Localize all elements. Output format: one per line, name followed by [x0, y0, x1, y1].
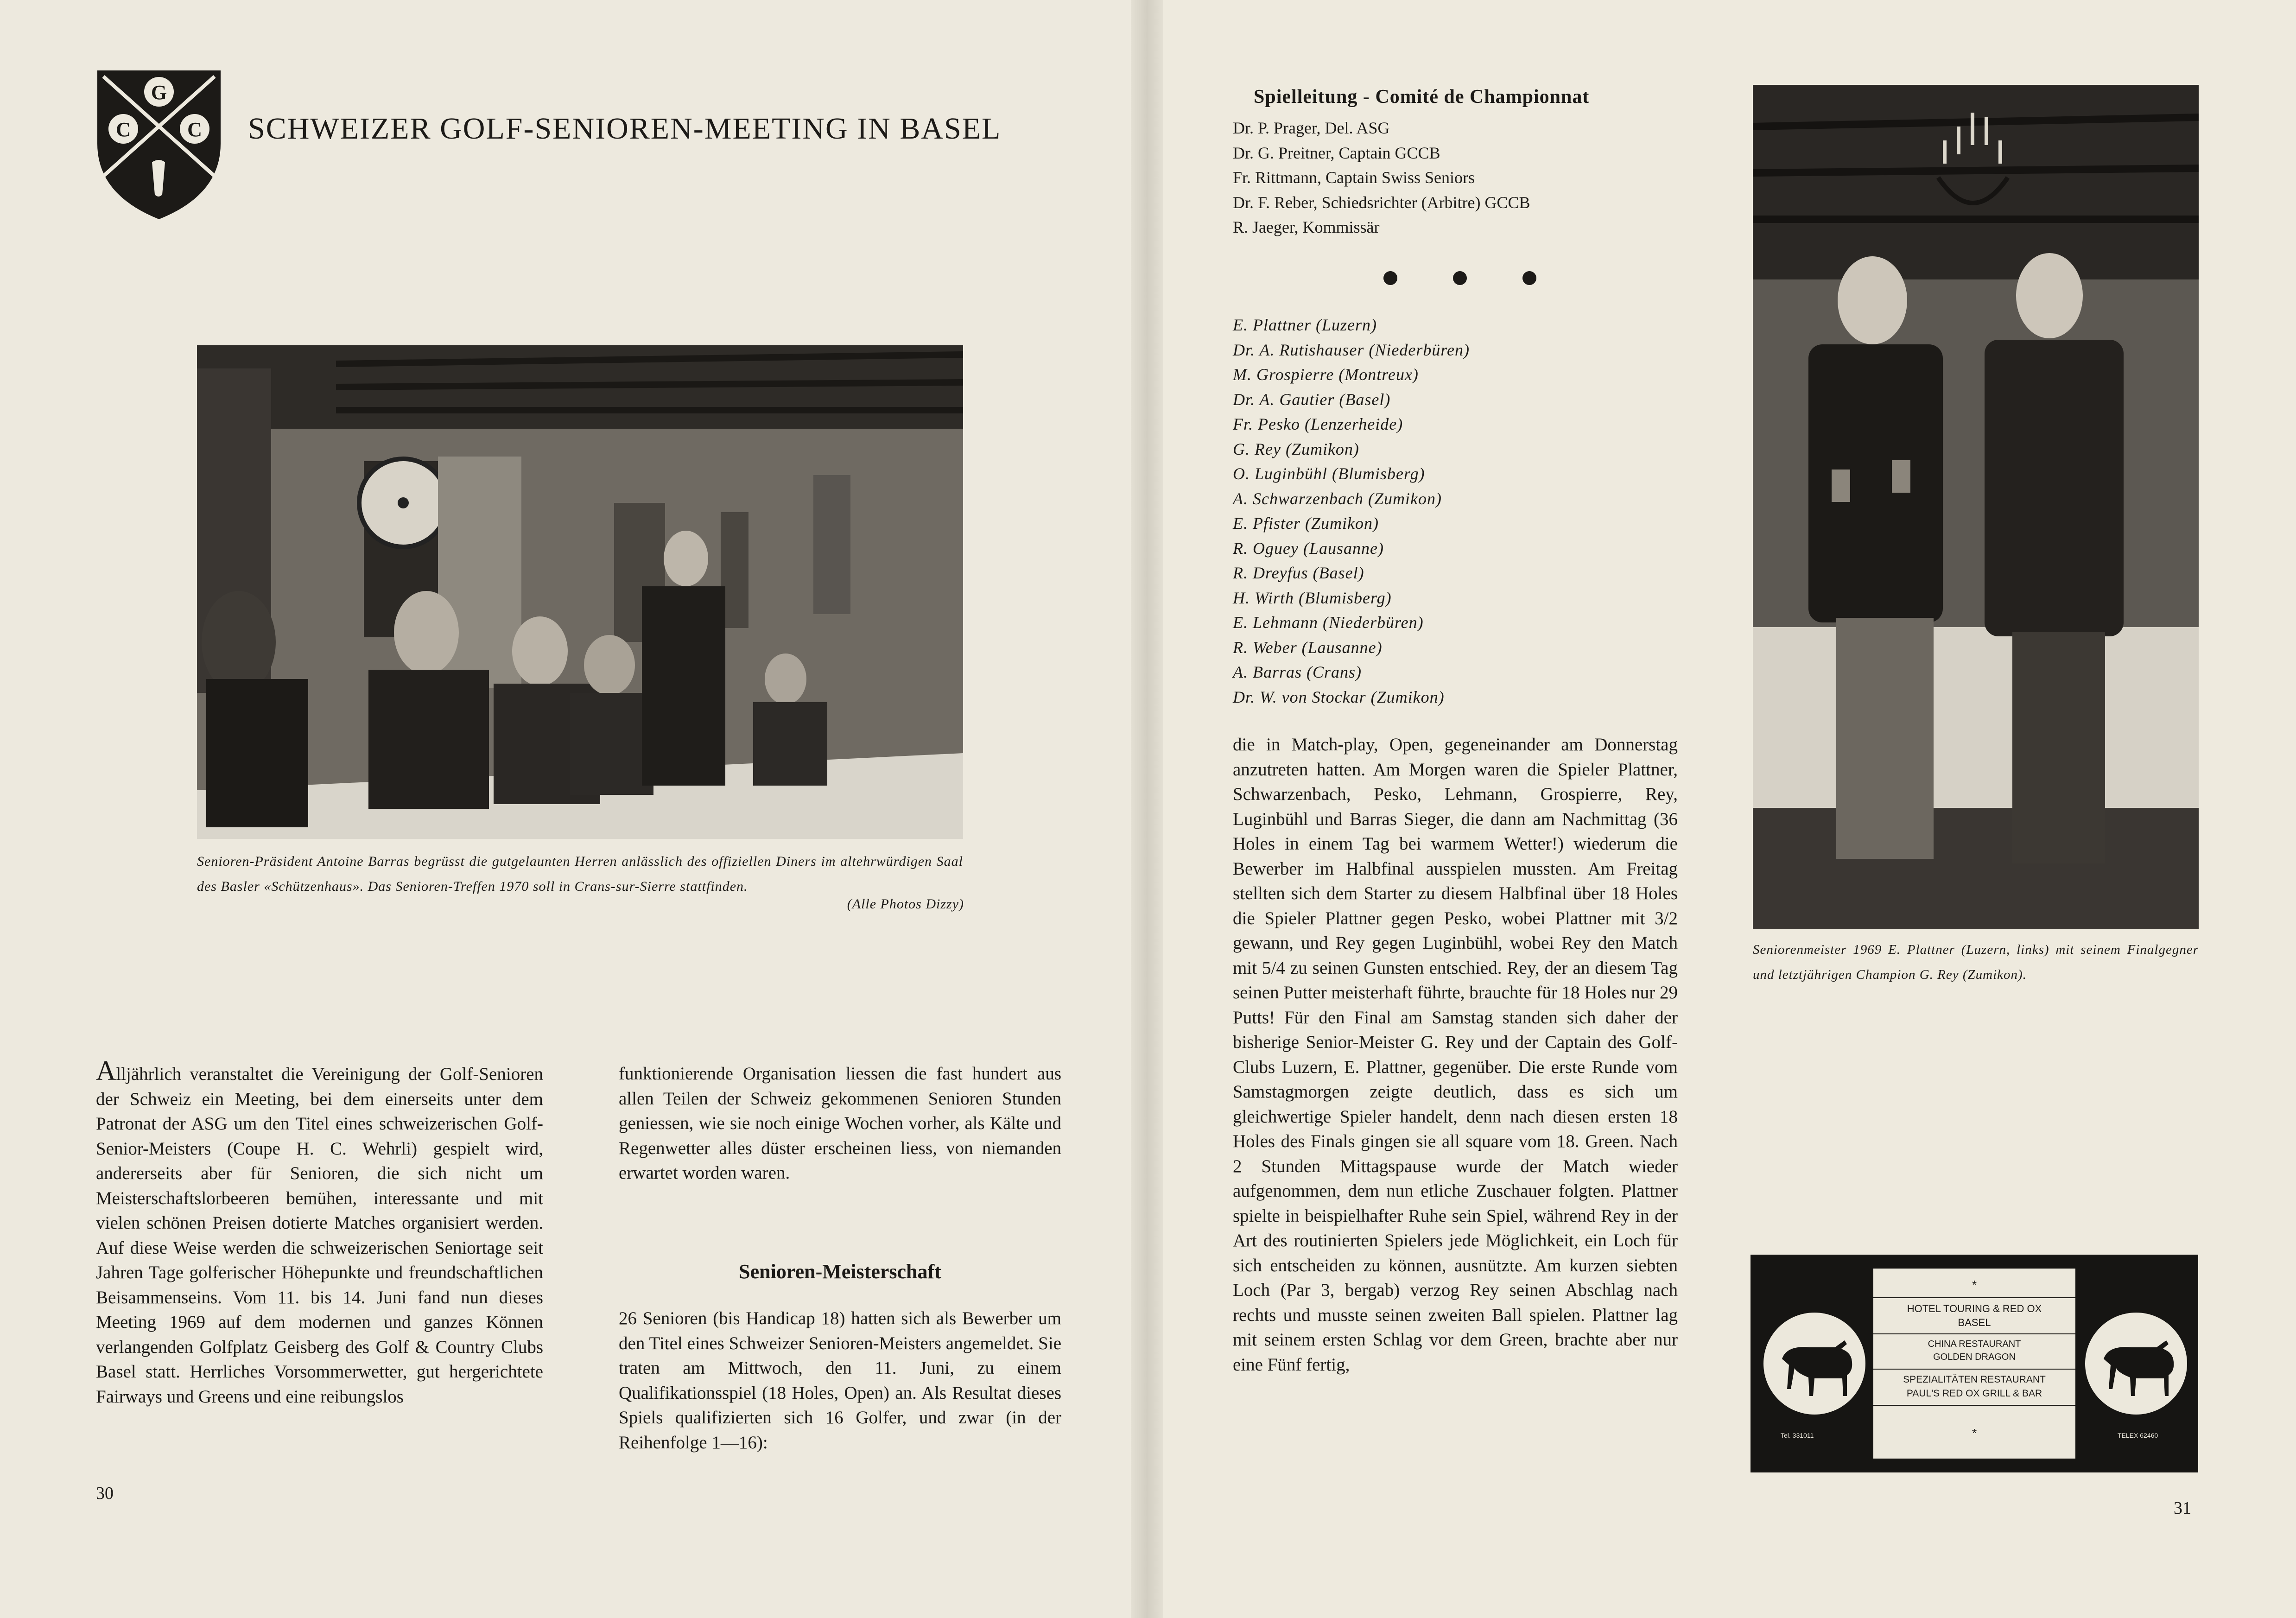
photo-credit: (Alle Photos Dizzy) — [847, 896, 964, 912]
page-number-left: 30 — [96, 1484, 114, 1503]
ox-icon — [2085, 1313, 2187, 1415]
ad-line-6: PAUL'S RED OX GRILL & BAR — [1906, 1388, 2042, 1399]
ad-rule — [1873, 1405, 2075, 1406]
section-subhead: Senioren-Meisterschaft — [739, 1260, 941, 1283]
player-entry: R. Oguey (Lausanne) — [1233, 539, 1384, 558]
ad-star-top: * — [1972, 1278, 1977, 1292]
player-entry: H. Wirth (Blumisberg) — [1233, 588, 1392, 607]
bullet-dot-icon — [1383, 271, 1397, 285]
crest-letter-c2: C — [187, 118, 202, 141]
ox-emblem-left — [1763, 1313, 1865, 1415]
committee-title: Spielleitung - Comité de Championnat — [1254, 86, 1590, 108]
col2-text-a: funktionierende Organisation liessen die fast hundert aus allen Teilen der Schweiz gekommenen Senioren Stunden geniessen, wie sie noch einige Wochen vorher, als Kälte und Regenwetter alles düster erscheinen liess, von niemanden erwartet worden waren. — [619, 1064, 1061, 1183]
ad-rule — [1873, 1333, 2075, 1334]
player-entry: G. Rey (Zumikon) — [1233, 439, 1359, 458]
page-number-right: 31 — [2174, 1498, 2191, 1518]
player-entry: O. Luginbühl (Blumisberg) — [1233, 464, 1425, 483]
player-entry: E. Lehmann (Niederbüren) — [1233, 613, 1424, 632]
ad-line-1: HOTEL TOURING & RED OX — [1907, 1303, 2042, 1314]
player-entry: Dr. A. Gautier (Basel) — [1233, 390, 1391, 409]
article-title: SCHWEIZER GOLF-SENIOREN-MEETING IN BASEL — [248, 112, 1002, 146]
article-column-2 — [619, 1061, 1061, 1186]
hotel-advertisement — [1751, 1255, 2198, 1472]
player-entry: Fr. Pesko (Lenzerheide) — [1233, 415, 1403, 433]
ad-line-5: SPEZIALITÄTEN RESTAURANT — [1903, 1374, 2046, 1385]
ad-text-panel — [1873, 1269, 2075, 1459]
ad-line-3: CHINA RESTAURANT — [1928, 1339, 2021, 1349]
champions-photo — [1753, 85, 2199, 929]
crest-letter-g: G — [151, 81, 167, 104]
dinner-photo — [197, 345, 963, 839]
player-entry: R. Weber (Lausanne) — [1233, 638, 1383, 657]
committee-member: Dr. G. Preitner, Captain GCCB — [1233, 143, 1440, 162]
player-entry: Dr. A. Rutishauser (Niederbüren) — [1233, 340, 1470, 359]
gcc-crest-logo — [96, 70, 222, 220]
ox-icon — [1763, 1313, 1865, 1415]
caption-text: Senioren-Präsident Antoine Barras begrüsst die gutgelaunten Herren anlässlich des offiziellen Diners im altehrwürdigen Saal des Basler «Schützenhaus». Das Senioren-Treffen 1970 soll in Crans-sur-Sierre stattfinden. — [197, 854, 963, 894]
player-entry: R. Dreyfus (Basel) — [1233, 564, 1364, 582]
col3-text: die in Match-play, Open, gegeneinander am Donnerstag anzutreten hatten. Am Morgen waren die Spieler Plattner, Schwarzenbach, Pesko, Lehmann, Grospierre, Rey, Luginbühl und Barras Sieger, die dann am Nachmittag (36 Holes in einem Tag bei warmem Wetter!) wiederum die Bewerber im Halbfinal ausspielen mussten. Am Freitag stellten sich dem Starter zu diesem Halbfinal über 18 Holes die Spieler Plattner gegen Pesko, wobei Plattner mit 3/2 gewann, und Rey gegen Luginbühl, wobei Rey den Match mit 5/4 zu seinen Gunsten entschied. Rey, der an diesem Tag seinen Putter meisterhaft führte, brauchte für 18 Holes nur 29 Putts! Für den Final am Samstag standen sich daher der bisherige Senior-Meister G. Rey und der Captain des Golf-Clubs Luzern, E. Plattner, gegenüber. Die erste Runde vom Samstagmorgen zeigte deutlich, dass es sich um gleichwertige Spieler handelt, denn nach diesen ersten 18 Holes des Finals gingen sie all square vom 18. Green. Nach 2 Stunden Mittagspause wurde der Match wieder aufgenommen, dem nun etliche Zuschauer folgten. Plattner spielte in beispielhafter Ruhe sein Spiel, während Rey in der Art des routinierten Spielers jede Möglichkeit, ein Loch für sich entscheiden zu können, ausnützte. Am kurzen siebten Loch (Par 3, bergab) verzog Rey seinen Abschlag nach rechts und musste seinen zweiten Ball spielen. Plattner lag mit seinem ersten Schlag vor dem Green, brachte aber nur eine Fünf fertig, — [1233, 735, 1678, 1375]
col1-text: lljährlich veranstaltet die Vereinigung der Golf-Senioren der Schweiz ein Meeting, bei dem einerseits unter dem Patronat der ASG um den Titel eines schweizerischen Golf-Senior-Meisters (Coupe H. C. Wehrli) gespielt wird, andererseits aber für Senioren, die sich nicht um Meisterschaftslorbeeren bemühen, interessante und mit vielen schönen Preisen dotierte Matches organisiert werden. Auf diese Weise werden die schweizerischen Seniortage seit Jahren Tage golferischer Höhepunkte und freundschaftlichen Beisammenseins. Vom 11. bis 14. Juni fand nun dieses Meeting 1969 auf dem modernen und ganzes Können verlangenden Golfplatz Geisberg des Golf & Country Clubs Basel statt. Herrliches Vorsommerwetter, gut hergerichtete Fairways und Greens und eine reibungslos — [96, 1064, 543, 1407]
committee-member: Dr. F. Reber, Schiedsrichter (Arbitre) GCCB — [1233, 193, 1530, 212]
player-entry: E. Pfister (Zumikon) — [1233, 514, 1379, 533]
separator-dots — [1383, 271, 1536, 287]
ad-line-4: GOLDEN DRAGON — [1933, 1352, 2016, 1362]
article-column-3 — [1233, 732, 1678, 1377]
committee-member: Dr. P. Prager, Del. ASG — [1233, 119, 1390, 137]
ad-star-bottom: * — [1972, 1426, 1977, 1440]
crest-letter-c1: C — [116, 118, 131, 141]
player-entry: E. Plattner (Luzern) — [1233, 316, 1377, 334]
qualified-players-list — [1233, 313, 1470, 710]
article-column-1 — [96, 1055, 543, 1409]
player-entry: A. Barras (Crans) — [1233, 663, 1362, 681]
ox-emblem-right — [2085, 1313, 2187, 1415]
ad-telephone: Tel. 331011 — [1781, 1432, 1814, 1439]
committee-member: Fr. Rittmann, Captain Swiss Seniors — [1233, 168, 1475, 187]
drop-cap: A — [96, 1055, 116, 1086]
ad-telex: TELEX 62460 — [2118, 1432, 2158, 1439]
ad-line-2: BASEL — [1958, 1317, 1991, 1328]
player-entry: Dr. W. von Stockar (Zumikon) — [1233, 687, 1445, 706]
page-gutter — [1131, 0, 1163, 1618]
champions-photo-caption — [1753, 937, 2199, 987]
ad-rule — [1873, 1297, 2075, 1298]
bullet-dot-icon — [1522, 271, 1536, 285]
ad-rule — [1873, 1369, 2075, 1370]
article-column-2b — [619, 1306, 1061, 1455]
committee-list — [1233, 116, 1530, 240]
caption-text: Seniorenmeister 1969 E. Plattner (Luzern, links) mit seinem Finalgegner und letztjährigen Champion G. Rey (Zumikon). — [1753, 942, 2199, 982]
committee-member: R. Jaeger, Kommissär — [1233, 218, 1380, 236]
player-entry: A. Schwarzenbach (Zumikon) — [1233, 489, 1442, 508]
bullet-dot-icon — [1453, 271, 1467, 285]
player-entry: M. Grospierre (Montreux) — [1233, 365, 1419, 384]
col2-text-b: 26 Senioren (bis Handicap 18) hatten sich als Bewerber um den Titel eines Schweizer Senioren-Meisters angemeldet. Sie traten am Mittwoch, den 11. Juni, zu einem Qualifikationsspiel (18 Holes, Open) an. Als Resultat dieses Spiels qualifizierten sich 16 Golfer, und zwar (in der Reihenfolge 1—16): — [619, 1308, 1061, 1453]
